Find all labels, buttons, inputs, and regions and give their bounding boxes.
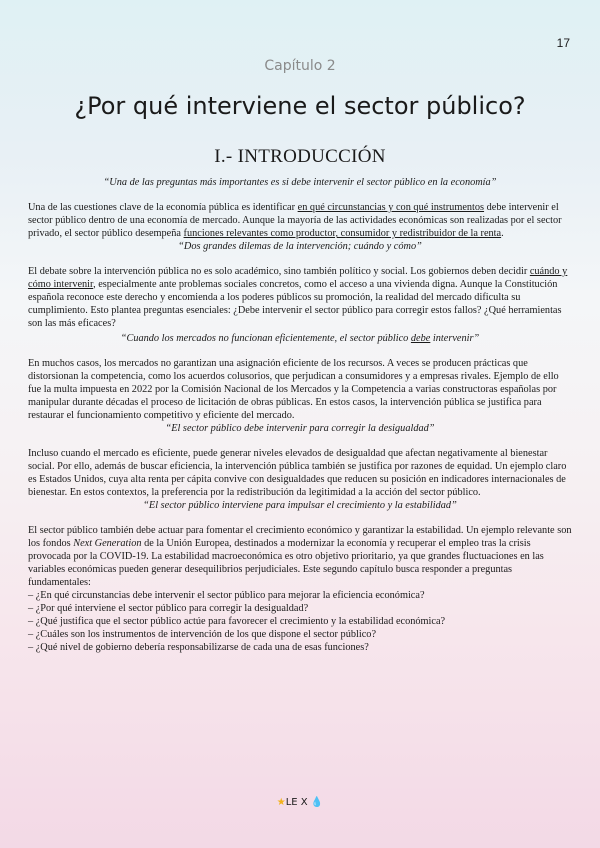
quote-3-text-a: “Cuando los mercados no funcionan eficientemente, el sector público bbox=[120, 333, 411, 344]
star-icon: ★ bbox=[276, 797, 286, 808]
footer-logo bbox=[0, 797, 600, 808]
chapter-label: Capítulo 2 bbox=[264, 58, 336, 74]
drop-icon: 💧 bbox=[310, 797, 324, 808]
quote-3-text-b: intervenir” bbox=[430, 333, 480, 344]
quote-3-underline: debe bbox=[410, 333, 431, 344]
paragraph-1-text-b: debe intervenir el sector público dentro de una economía de mercado. Aunque la mayoría de las actividades económicas son realizadas por el sector privado, el sector público desempeña bbox=[28, 202, 562, 239]
page-title: ¿Por qué interviene el sector público? bbox=[74, 92, 526, 120]
paragraph-1-text-c: . bbox=[501, 228, 504, 239]
quote-2: “Dos grandes dilemas de la intervención; cuándo y cómo” bbox=[178, 241, 422, 252]
list-item: – ¿Qué nivel de gobierno debería responsabilizarse de cada una de esas funciones? bbox=[28, 642, 369, 653]
list-item: – ¿En qué circunstancias debe intervenir el sector público para mejorar la eficiencia económica? bbox=[28, 590, 425, 601]
quote-3 bbox=[28, 332, 572, 345]
paragraph-2 bbox=[28, 265, 572, 330]
list-item: – ¿Cuáles son los instrumentos de intervención de los que dispone el sector público? bbox=[28, 629, 377, 640]
paragraph-1-text-a: Una de las cuestiones clave de la economía pública es identificar bbox=[28, 202, 298, 213]
paragraph-1 bbox=[28, 201, 572, 240]
document-body bbox=[28, 176, 572, 654]
quote-1: “Una de las preguntas más importantes es si debe intervenir el sector público en la economía” bbox=[103, 177, 497, 188]
paragraph-5-text-b: de la Unión Europea, destinados a modernizar la economía y recuperar el empleo tras la crisis provocada por la COVID-19. La estabilidad macroeconómica es otro objetivo prioritario, ya que grandes fluctuaciones en las variables económicas pueden generar desequilibrios perjudiciales. Este segundo capítulo busca responder a preguntas fundamentales: bbox=[28, 538, 544, 588]
paragraph-5 bbox=[28, 524, 572, 589]
paragraph-4: Incluso cuando el mercado es eficiente, puede generar niveles elevados de desigualdad que afectan negativamente al bienestar social. Por ello, además de buscar eficiencia, la intervención pública también se justifica por razones de equidad. Un ejemplo claro es Estados Unidos, cuya alta renta per cápita convive con desigualdades que reducen su posición en indicadores internacionales de bienestar. En estos contextos, la preferencia por la redistribución da legitimidad a la acción del sector público. bbox=[28, 448, 567, 498]
paragraph-2-text-b: , especialmente ante problemas sociales concretos, como el acceso a una vivienda digna. Aunque la Constitución española reconoce este derecho y encomienda a los poderes públicos su promoción, la realidad del mercado dificulta su cumplimiento. Esto plantea preguntas esenciales: ¿Debe intervenir el sector público para corregir estos fallos? ¿Qué herramientas son las más eficaces? bbox=[28, 279, 562, 329]
paragraph-2-underline: cuándo y cómo intervenir bbox=[28, 266, 568, 290]
page-number: 17 bbox=[556, 36, 570, 50]
paragraph-2-text-a: El debate sobre la intervención pública no es solo académico, sino también político y social. Los gobiernos deben decidir bbox=[28, 266, 530, 277]
quote-4: “El sector público debe intervenir para corregir la desigualdad” bbox=[165, 423, 435, 434]
footer-logo-text: LE X bbox=[285, 797, 308, 808]
question-list bbox=[28, 589, 572, 654]
section-heading: I.- INTRODUCCIÓN bbox=[214, 146, 386, 167]
list-item: – ¿Qué justifica que el sector público actúe para favorecer el crecimiento y la estabilidad económica? bbox=[28, 616, 446, 627]
paragraph-1-underline-2: funciones relevantes como productor, consumidor y redistribuidor de la renta bbox=[183, 228, 502, 239]
paragraph-5-italic: Next Generation bbox=[73, 538, 142, 549]
paragraph-5-text-a: El sector público también debe actuar para fomentar el crecimiento económico y garantizar la estabilidad. Un ejemplo relevante son los fondos bbox=[28, 525, 572, 549]
quote-5: “El sector público interviene para impulsar el crecimiento y la estabilidad” bbox=[143, 500, 457, 511]
paragraph-1-underline-1: en qué circunstancias y con qué instrumentos bbox=[297, 202, 485, 213]
list-item: – ¿Por qué interviene el sector público para corregir la desigualdad? bbox=[28, 603, 309, 614]
paragraph-3: En muchos casos, los mercados no garantizan una asignación eficiente de los recursos. A veces se producen prácticas que distorsionan la competencia, como los acuerdos colusorios, que perjudican a consumidores y a empresas rivales. Ejemplo de ello fue la multa impuesta en 2022 por la Comisión Nacional de los Mercados y la Competencia a varias constructoras españolas por manipular durante décadas el proceso de licitación de obras públicas. En estos casos, la intervención pública se justifica para restaurar el funcionamiento competitivo y eficiente del mercado. bbox=[28, 358, 559, 421]
